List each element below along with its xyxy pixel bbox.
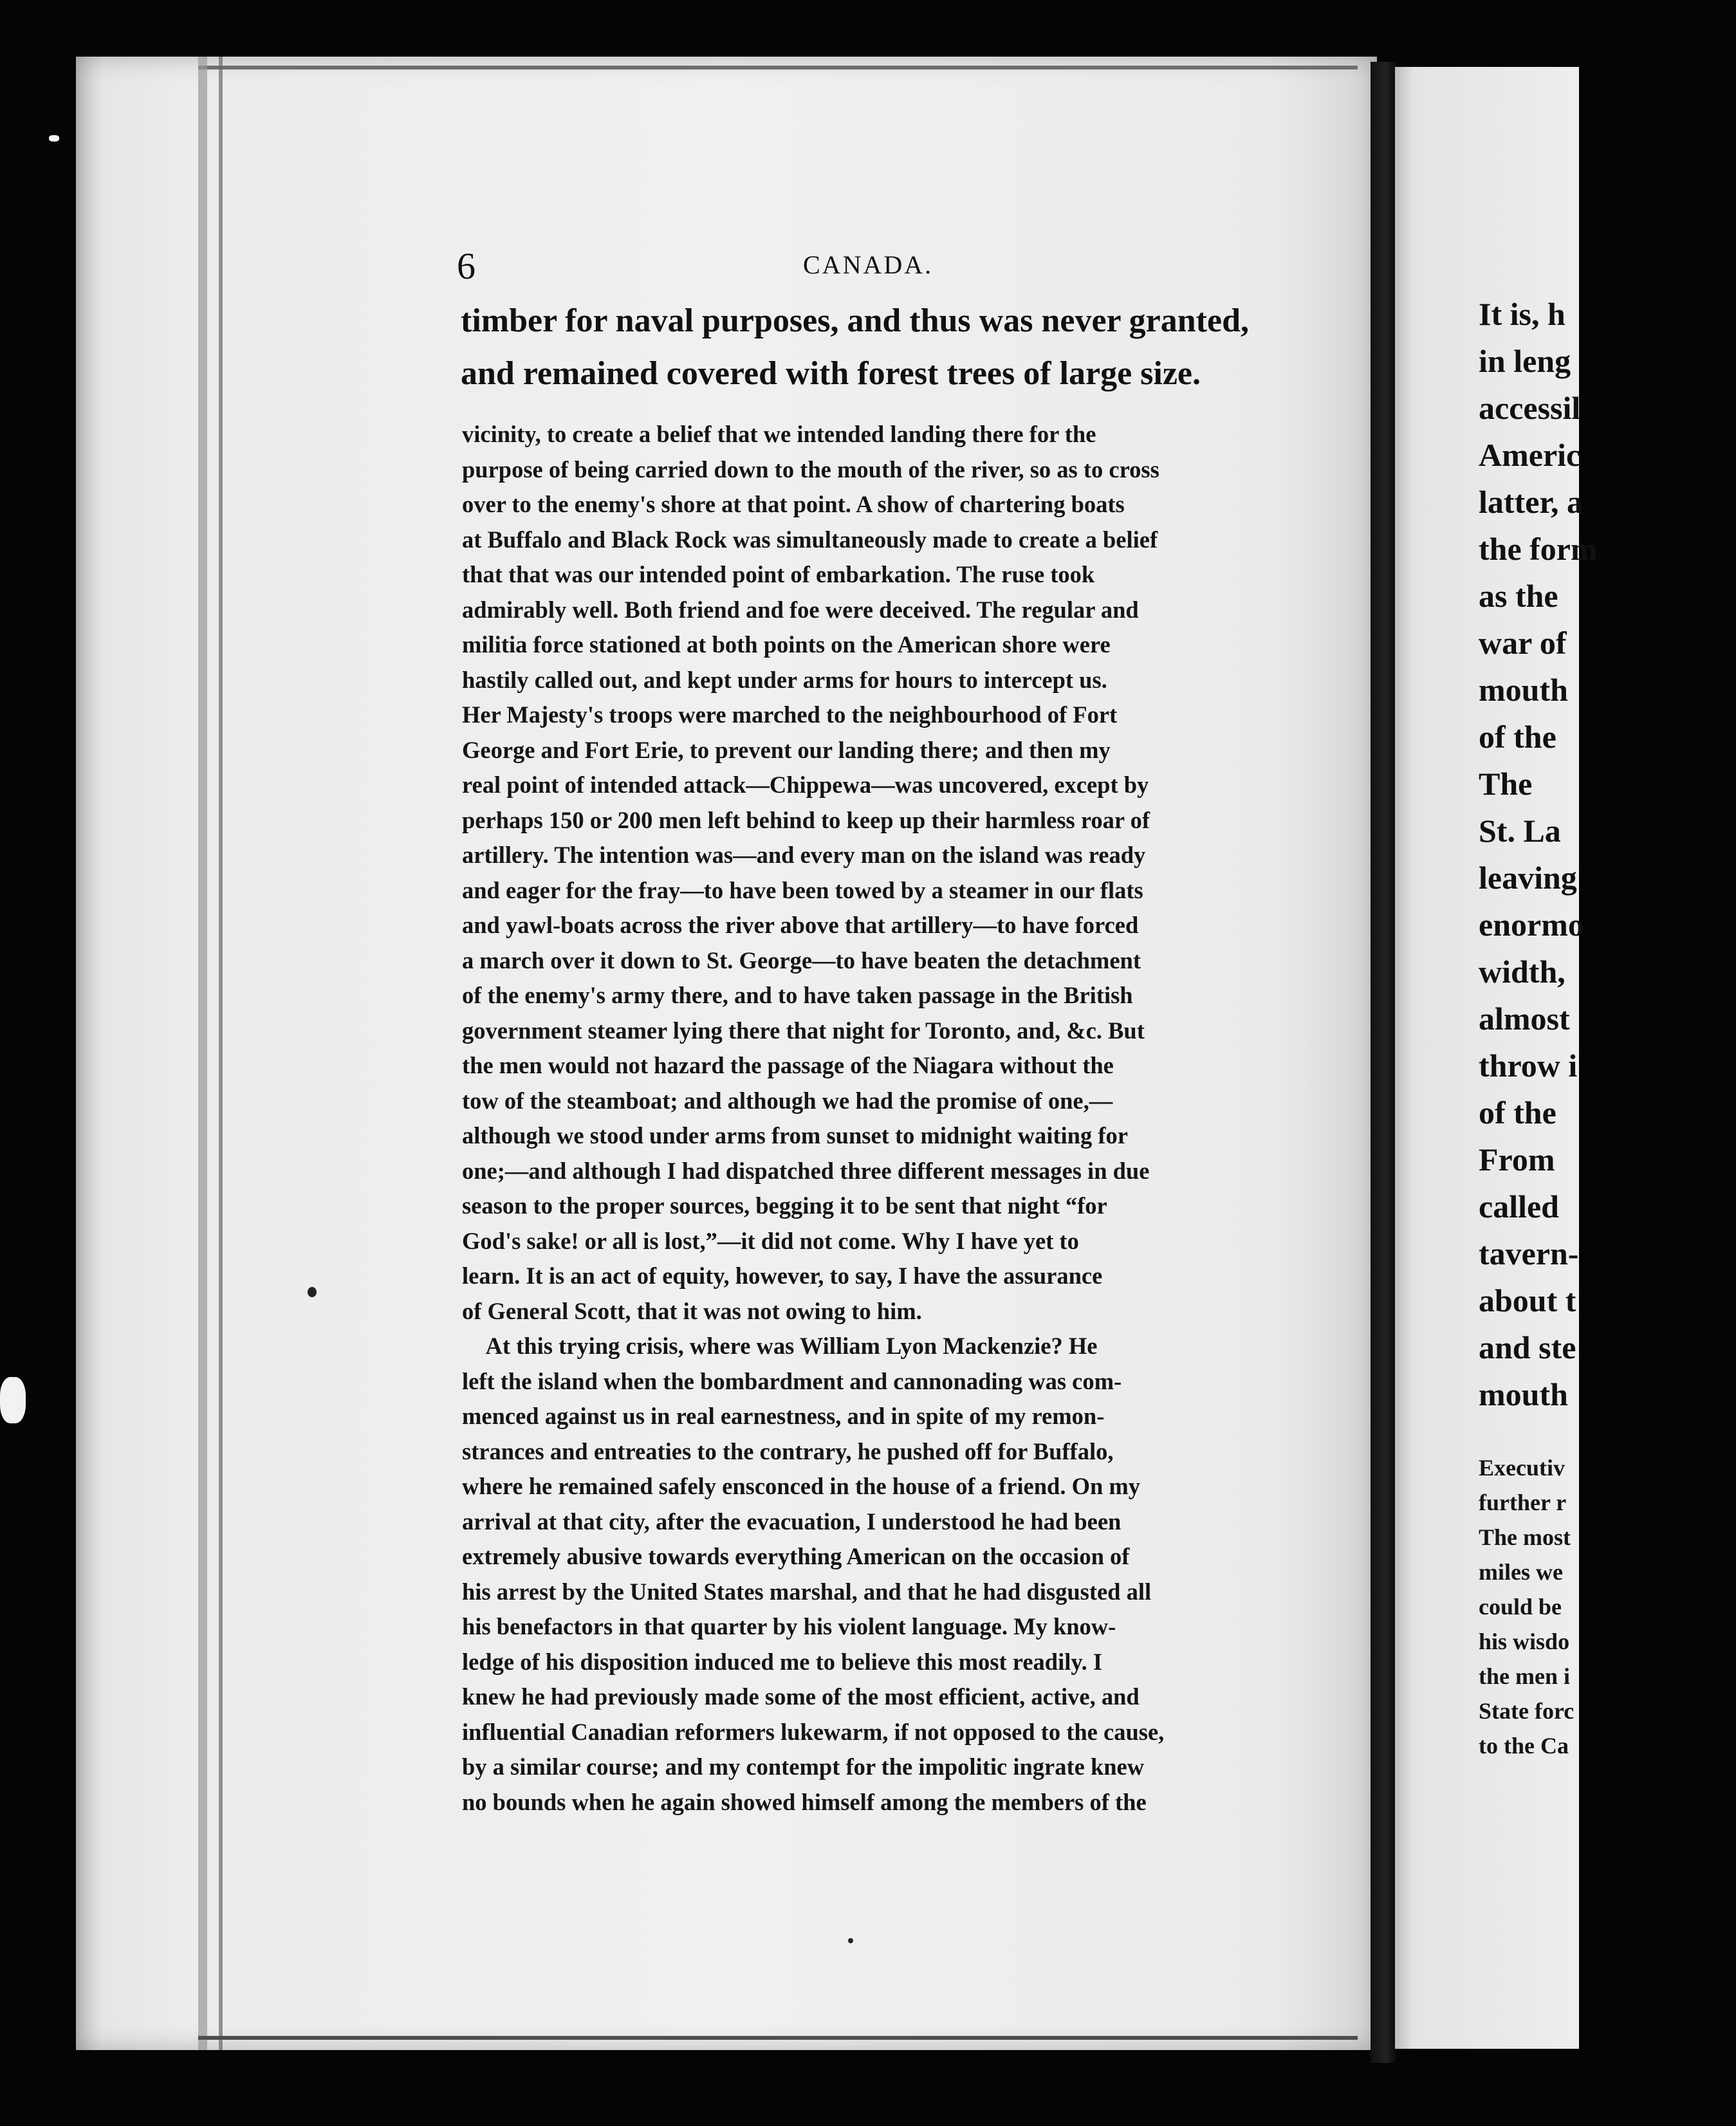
text-line: latter, a bbox=[1479, 484, 1583, 520]
text-line: season to the proper sources, begging it to be sent that night “for bbox=[462, 1192, 1107, 1219]
text-line: the men i bbox=[1479, 1663, 1570, 1689]
text-line: one;—and although I had dispatched three different messages in due bbox=[462, 1157, 1150, 1184]
text-line: at Buffalo and Black Rock was simultaneously made to create a belief bbox=[462, 526, 1158, 553]
text-line: of the enemy's army there, and to have taken passage in the British bbox=[462, 982, 1133, 1008]
text-line: of General Scott, that it was not owing to him. bbox=[462, 1297, 922, 1324]
text-line: The bbox=[1479, 766, 1533, 802]
text-line: throw i bbox=[1479, 1048, 1578, 1084]
text-line: mouth bbox=[1479, 1376, 1568, 1412]
right-page-large-text bbox=[1479, 291, 1736, 1418]
ink-speck bbox=[848, 1938, 853, 1943]
text-line: learn. It is an act of equity, however, to say, I have the assurance bbox=[462, 1262, 1103, 1289]
text-line: knew he had previously made some of the most efficient, active, and bbox=[462, 1683, 1140, 1710]
text-line: in leng bbox=[1479, 343, 1571, 379]
text-line: where he remained safely ensconced in the house of a friend. On my bbox=[462, 1473, 1141, 1499]
text-line: ledge of his disposition induced me to believe this most readily. I bbox=[462, 1648, 1103, 1675]
text-line: further r bbox=[1479, 1490, 1567, 1515]
text-line: almost bbox=[1479, 1001, 1570, 1037]
text-line: width, bbox=[1479, 954, 1565, 990]
text-line: leaving bbox=[1479, 860, 1577, 896]
text-line: government steamer lying there that night for Toronto, and, &c. But bbox=[462, 1017, 1145, 1044]
text-line: extremely abusive towards everything American on the occasion of bbox=[462, 1543, 1130, 1569]
text-line: mouth bbox=[1479, 672, 1568, 708]
page-top-edge bbox=[198, 66, 1358, 69]
text-line: miles we bbox=[1479, 1559, 1563, 1585]
book-gutter bbox=[1371, 62, 1396, 2063]
text-line: of the bbox=[1479, 719, 1556, 755]
body-text bbox=[462, 417, 1287, 1820]
text-line: the form bbox=[1479, 531, 1598, 567]
text-line: his wisdo bbox=[1479, 1629, 1570, 1654]
text-line: admirably well. Both friend and foe were deceived. The regular and bbox=[462, 596, 1139, 623]
right-page-small-text bbox=[1479, 1450, 1736, 1763]
text-line: vicinity, to create a belief that we intended landing there for the bbox=[462, 421, 1096, 447]
text-line: a march over it down to St. George—to have beaten the detachment bbox=[462, 947, 1141, 974]
text-line: to the Ca bbox=[1479, 1733, 1569, 1759]
text-line: influential Canadian reformers lukewarm, if not opposed to the cause, bbox=[462, 1718, 1165, 1745]
text-line: hastily called out, and kept under arms for hours to intercept us. bbox=[462, 666, 1107, 693]
text-line: as the bbox=[1479, 578, 1558, 614]
text-line: The most bbox=[1479, 1524, 1571, 1550]
text-line: real point of intended attack—Chippewa—was uncovered, except by bbox=[462, 772, 1149, 798]
text-line: George and Fort Erie, to prevent our landing there; and then my bbox=[462, 736, 1111, 763]
text-line: war of bbox=[1479, 625, 1567, 661]
text-line: could be bbox=[1479, 1594, 1562, 1620]
running-head: CANADA. bbox=[803, 250, 934, 279]
text-line: and remained covered with forest trees of large size. bbox=[461, 355, 1201, 392]
text-line: perhaps 150 or 200 men left behind to keep up their harmless roar of bbox=[462, 806, 1150, 833]
text-line: called bbox=[1479, 1188, 1559, 1225]
scan-artifact bbox=[0, 1377, 26, 1423]
text-line: by a similar course; and my contempt for the impolitic ingrate knew bbox=[462, 1753, 1145, 1780]
text-line: St. La bbox=[1479, 813, 1561, 849]
text-line: and yawl-boats across the river above that artillery—to have forced bbox=[462, 912, 1139, 938]
text-line: God's sake! or all is lost,”—it did not come. Why I have yet to bbox=[462, 1227, 1079, 1254]
large-type-paragraph bbox=[461, 295, 1278, 400]
text-line: From bbox=[1479, 1142, 1555, 1178]
text-line: tavern- bbox=[1479, 1235, 1579, 1271]
text-line: accessil bbox=[1479, 390, 1581, 426]
text-line: At this trying crisis, where was William Lyon Mackenzie? He bbox=[462, 1333, 1098, 1359]
text-line: of the bbox=[1479, 1095, 1556, 1131]
text-line: enormo bbox=[1479, 907, 1584, 943]
text-line: militia force stationed at both points on the American shore were bbox=[462, 631, 1111, 658]
text-line: Her Majesty's troops were marched to the neighbourhood of Fort bbox=[462, 701, 1118, 728]
text-line: purpose of being carried down to the mouth of the river, so as to cross bbox=[462, 456, 1159, 483]
text-line: Executiv bbox=[1479, 1455, 1565, 1481]
text-line: his benefactors in that quarter by his violent language. My know- bbox=[462, 1613, 1116, 1640]
text-line: left the island when the bombardment and cannonading was com- bbox=[462, 1367, 1122, 1394]
scan-artifact bbox=[49, 135, 59, 142]
text-line: tow of the steamboat; and although we had the promise of one,— bbox=[462, 1087, 1113, 1114]
text-line: It is, h bbox=[1479, 296, 1565, 332]
text-line: that that was our intended point of embarkation. The ruse took bbox=[462, 561, 1095, 587]
text-line: about t bbox=[1479, 1282, 1576, 1318]
text-line: over to the enemy's shore at that point. A show of chartering boats bbox=[462, 491, 1125, 517]
text-line: State forc bbox=[1479, 1698, 1574, 1724]
text-line: and eager for the fray—to have been towed by a steamer in our flats bbox=[462, 876, 1143, 903]
page-number: 6 bbox=[457, 245, 476, 287]
ink-speck bbox=[308, 1287, 317, 1297]
page-edge-stack bbox=[198, 57, 207, 2050]
text-line: timber for naval purposes, and thus was never granted, bbox=[461, 302, 1249, 339]
page-bottom-edge bbox=[198, 2036, 1358, 2040]
text-line: no bounds when he again showed himself among the members of the bbox=[462, 1788, 1147, 1815]
text-line: arrival at that city, after the evacuation, I understood he had been bbox=[462, 1508, 1122, 1535]
text-line: although we stood under arms from sunset to midnight waiting for bbox=[462, 1122, 1128, 1149]
text-line: the men would not hazard the passage of the Niagara without the bbox=[462, 1052, 1114, 1078]
text-line: Americ bbox=[1479, 437, 1581, 473]
text-line: strances and entreaties to the contrary, he pushed off for Buffalo, bbox=[462, 1437, 1114, 1465]
page-edge-line bbox=[219, 57, 223, 2050]
text-line: and ste bbox=[1479, 1329, 1576, 1365]
text-line: menced against us in real earnestness, and in spite of my remon- bbox=[462, 1403, 1105, 1429]
text-line: artillery. The intention was—and every man on the island was ready bbox=[462, 842, 1146, 868]
text-line: his arrest by the United States marshal, and that he had disgusted all bbox=[462, 1578, 1152, 1605]
